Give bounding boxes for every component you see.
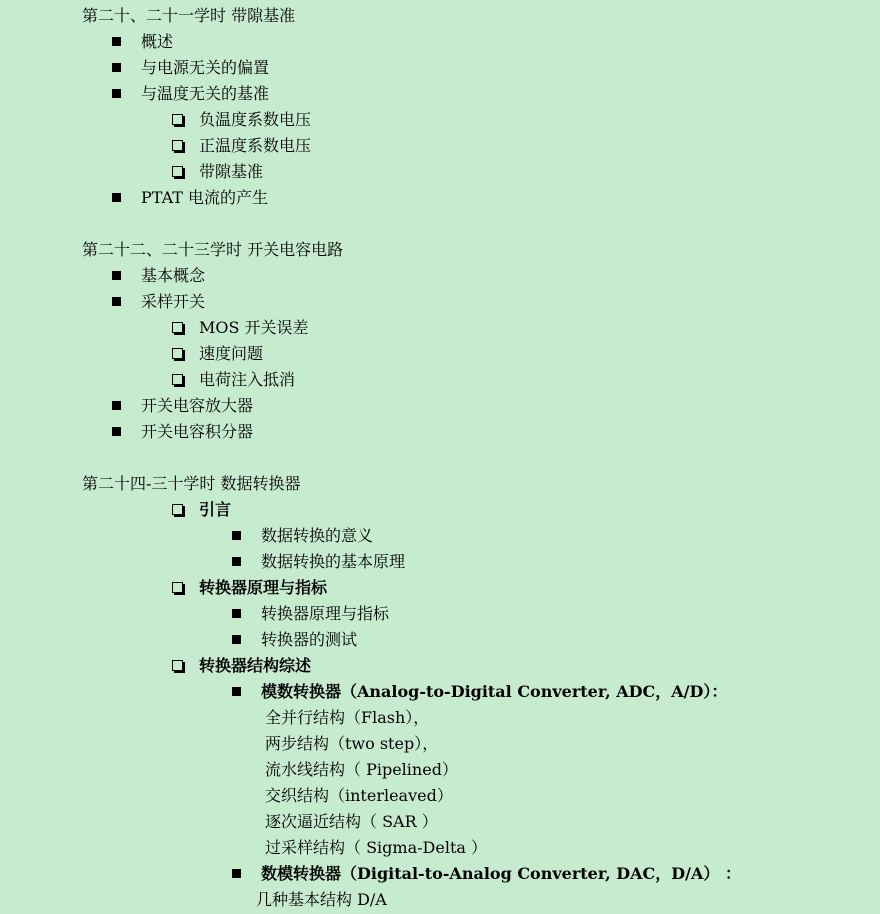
list-item-label: 开关电容积分器: [141, 422, 254, 441]
section-heading: 第二十二、二十三学时 开关电容电路: [82, 240, 344, 259]
list-item-label: 模数转换器（Analog-to-Digital Converter, ADC，A/D）：: [261, 682, 728, 701]
list-item-label: PTAT 电流的产生: [141, 188, 269, 207]
list-item: [232, 526, 373, 546]
hollow-box-bullet-icon: [172, 374, 183, 385]
section-heading: 第二十、二十一学时 带隙基准: [82, 6, 296, 25]
list-item: 交织结构（interleaved）: [265, 786, 453, 805]
list-item: [232, 604, 389, 624]
hollow-box-bullet-icon: [172, 348, 183, 359]
list-item: [112, 422, 253, 442]
list-item: [172, 370, 295, 390]
list-item: 两步结构（two step），: [265, 734, 439, 753]
list-item-label: 引言: [199, 500, 232, 519]
hollow-box-bullet-icon: [172, 660, 183, 671]
list-item: [112, 188, 268, 208]
square-bullet-icon: [112, 401, 121, 410]
square-bullet-icon: [232, 869, 241, 878]
square-bullet-icon: [112, 297, 121, 306]
list-item: [172, 318, 309, 338]
list-item-label: 基本概念: [141, 266, 206, 285]
list-item: 过采样结构（ Sigma-Delta ）: [265, 838, 487, 857]
list-item-label: 转换器的测试: [261, 630, 358, 649]
hollow-box-bullet-icon: [172, 322, 183, 333]
list-item-label: 转换器原理与指标: [261, 604, 390, 623]
list-item: [112, 32, 173, 52]
list-item: [172, 162, 263, 182]
list-item: [232, 682, 727, 702]
square-bullet-icon: [112, 193, 121, 202]
list-item: 几种基本结构 D/A: [256, 890, 387, 909]
list-item-label: 采样开关: [141, 292, 206, 311]
list-item-label: 正温度系数电压: [199, 136, 312, 155]
list-item-label: 电荷注入抵消: [199, 370, 296, 389]
list-item: [172, 500, 231, 520]
list-item: [112, 58, 269, 78]
hollow-box-bullet-icon: [172, 166, 183, 177]
list-item: [232, 552, 405, 572]
list-item: [232, 630, 357, 650]
list-item: [112, 266, 205, 286]
list-item: 全并行结构（Flash），: [265, 708, 430, 727]
hollow-box-bullet-icon: [172, 504, 183, 515]
square-bullet-icon: [112, 427, 121, 436]
square-bullet-icon: [112, 89, 121, 98]
square-bullet-icon: [232, 687, 241, 696]
list-item: 流水线结构（ Pipelined）: [265, 760, 458, 779]
list-item-label: 负温度系数电压: [199, 110, 312, 129]
square-bullet-icon: [232, 635, 241, 644]
list-item-label: 转换器原理与指标: [199, 578, 328, 597]
list-item: 逐次逼近结构（ SAR ）: [265, 812, 438, 831]
list-item: [172, 578, 327, 598]
list-item: [172, 110, 311, 130]
list-item-label: 速度问题: [199, 344, 264, 363]
section-heading: 第二十四-三十学时 数据转换器: [82, 474, 301, 493]
list-item: [172, 656, 311, 676]
list-item: [172, 136, 311, 156]
list-item-label: 带隙基准: [199, 162, 264, 181]
list-item-label: 转换器结构综述: [199, 656, 312, 675]
list-item-label: 与电源无关的偏置: [141, 58, 270, 77]
list-item: [112, 84, 269, 104]
hollow-box-bullet-icon: [172, 114, 183, 125]
list-item: [172, 344, 263, 364]
hollow-box-bullet-icon: [172, 582, 183, 593]
list-item-label: 数据转换的基本原理: [261, 552, 406, 571]
list-item-label: 概述: [141, 32, 174, 51]
list-item: [112, 292, 205, 312]
square-bullet-icon: [112, 271, 121, 280]
list-item: [232, 864, 741, 884]
list-item-label: MOS 开关误差: [199, 318, 309, 337]
list-item-label: 数据转换的意义: [261, 526, 374, 545]
square-bullet-icon: [232, 557, 241, 566]
list-item-label: 与温度无关的基准: [141, 84, 270, 103]
square-bullet-icon: [232, 531, 241, 540]
square-bullet-icon: [232, 609, 241, 618]
list-item: [112, 396, 253, 416]
square-bullet-icon: [112, 37, 121, 46]
square-bullet-icon: [112, 63, 121, 72]
list-item-label: 数模转换器（Digital-to-Analog Converter, DAC，D/A） ：: [261, 864, 741, 883]
list-item-label: 开关电容放大器: [141, 396, 254, 415]
hollow-box-bullet-icon: [172, 140, 183, 151]
